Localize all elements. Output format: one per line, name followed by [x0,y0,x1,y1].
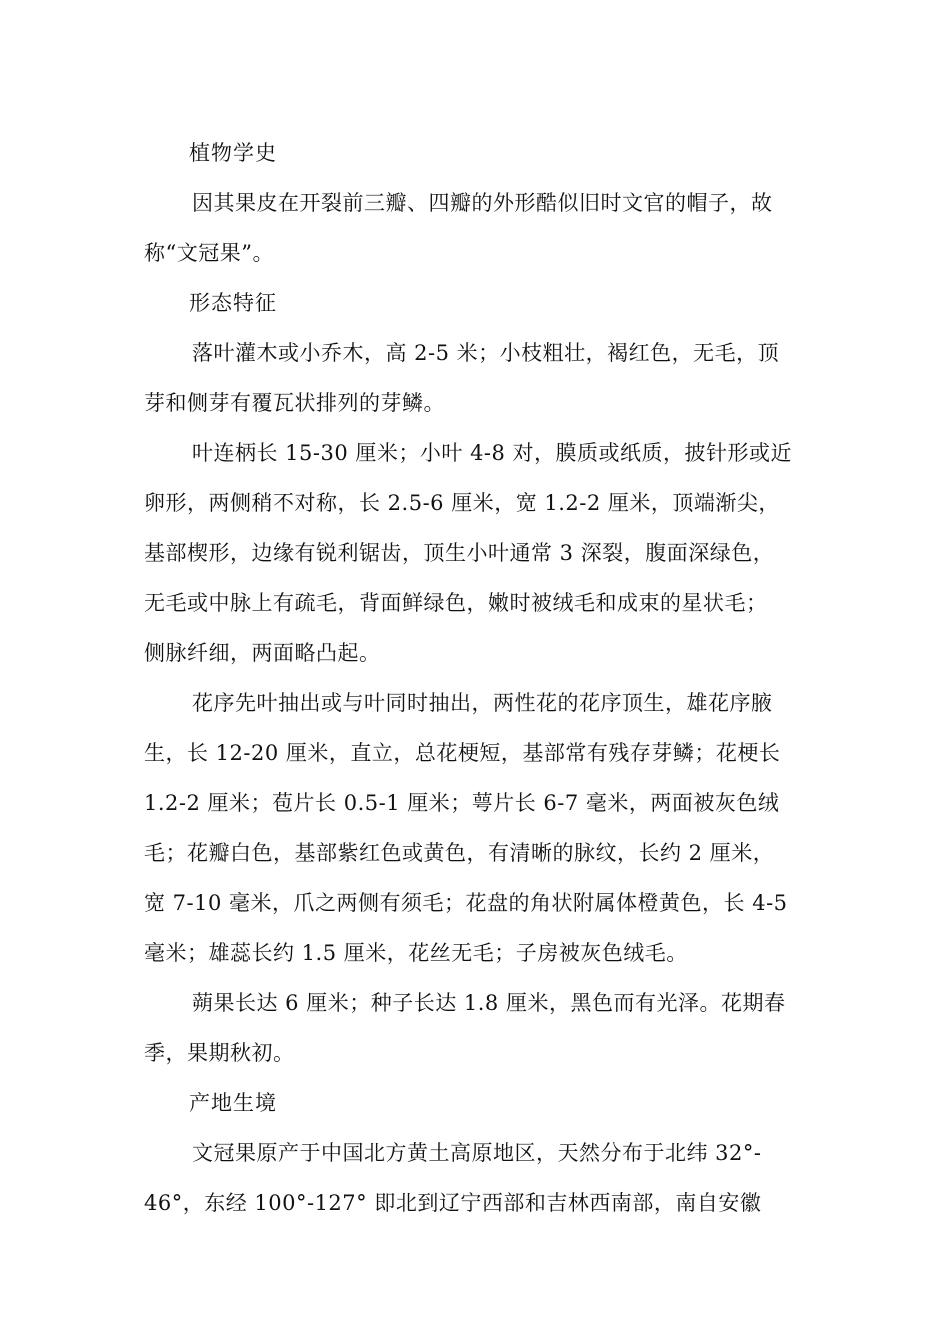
paragraph-line: 因其果皮在开裂前三瓣、四瓣的外形酷似旧时文官的帽子，故 [192,191,773,215]
paragraph-line: 季，果期秋初。 [144,1041,295,1065]
paragraph [144,1128,806,1228]
paragraph [144,678,806,978]
paragraph-line: 文冠果原产于中国北方黄土高原地区，天然分布于北纬 32°- [192,1141,762,1165]
paragraph-line: 芽和侧芽有覆瓦状排列的芽鳞。 [144,391,445,415]
section-heading: 形态特征 [189,291,277,315]
paragraph-line: 称“文冠果”。 [144,241,274,265]
paragraph-line: 宽 7-10 毫米，爪之两侧有须毛；花盘的角状附属体橙黄色，长 4-5 [144,891,788,915]
paragraph-line: 侧脉纤细，两面略凸起。 [144,641,381,665]
section-heading: 植物学史 [189,141,277,165]
paragraph-line: 毫米；雄蕊长约 1.5 厘米，花丝无毛；子房被灰色绒毛。 [144,941,688,965]
paragraph-line: 花序先叶抽出或与叶同时抽出，两性花的花序顶生，雄花序腋 [192,691,773,715]
document-body [144,128,806,1228]
paragraph-line: 1.2-2 厘米；苞片长 0.5-1 厘米；萼片长 6-7 毫米，两面被灰色绒 [144,791,780,815]
paragraph-line: 无毛或中脉上有疏毛，背面鲜绿色，嫩时被绒毛和成束的星状毛； [144,591,768,615]
paragraph-line: 46°，东经 100°-127° 即北到辽宁西部和吉林西南部，南自安徽 [144,1191,762,1215]
paragraph-line: 毛；花瓣白色，基部紫红色或黄色，有清晰的脉纹，长约 2 厘米， [144,841,775,865]
paragraph-line: 卵形，两侧稍不对称，长 2.5-6 厘米，宽 1.2-2 厘米，顶端渐尖， [144,491,780,515]
paragraph [144,178,806,278]
section-heading: 产地生境 [189,1091,277,1115]
paragraph-line: 叶连柄长 15-30 厘米；小叶 4-8 对，膜质或纸质，披针形或近 [192,441,793,465]
paragraph-line: 蒴果长达 6 厘米；种子长达 1.8 厘米，黑色而有光泽。花期春 [192,991,786,1015]
paragraph [144,428,806,678]
paragraph-line: 基部楔形，边缘有锐利锯齿，顶生小叶通常 3 深裂，腹面深绿色， [144,541,775,565]
paragraph [144,978,806,1078]
paragraph [144,328,806,428]
paragraph-line: 生，长 12-20 厘米，直立，总花梗短，基部常有残存芽鳞；花梗长 [144,741,781,765]
paragraph-line: 落叶灌木或小乔木，高 2-5 米；小枝粗壮，褐红色，无毛，顶 [192,341,780,365]
